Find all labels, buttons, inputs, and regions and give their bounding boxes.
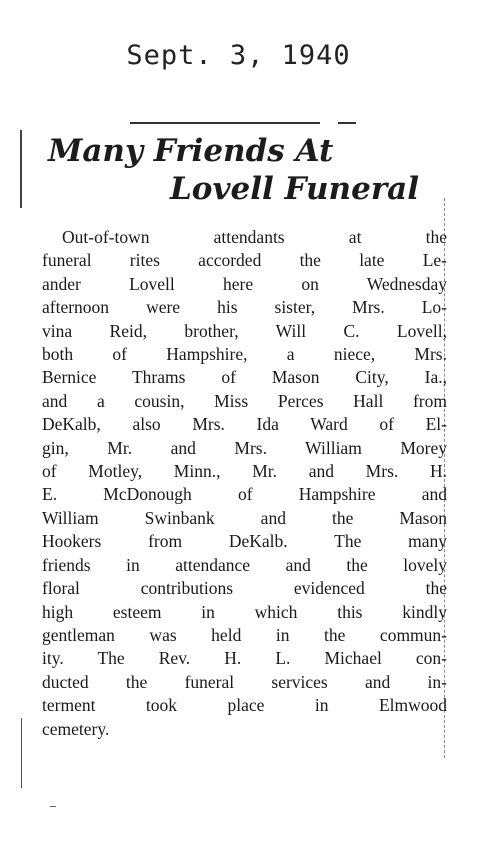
- bottom-mark: [50, 806, 56, 807]
- clipping-left-edge-lower: [21, 718, 22, 788]
- article-line: gentleman was held in the commun-: [42, 624, 447, 645]
- article-line: Bernice Thrams of Mason City, Ia.,: [42, 367, 447, 388]
- article-line: cemetery.: [42, 718, 110, 739]
- article-line: floral contributions evidenced the: [42, 578, 447, 599]
- article-line: William Swinbank and the Mason: [42, 507, 447, 528]
- article-line: vina Reid, brother, Will C. Lovell,: [42, 320, 447, 341]
- article-line: ducted the funeral services and in-: [42, 671, 447, 692]
- headline: [20, 132, 446, 208]
- article-line: gin, Mr. and Mrs. William Morey: [42, 437, 447, 458]
- article-line: terment took place in Elmwood: [42, 695, 447, 716]
- article-line: funeral rites accorded the late Le-: [42, 250, 447, 271]
- clipping-date: Sept. 3, 1940: [126, 40, 351, 71]
- article-line: Hookers from DeKalb. The many: [42, 531, 447, 552]
- article-line: DeKalb, also Mrs. Ida Ward of El-: [42, 414, 447, 435]
- article-line: ander Lovell here on Wednesday: [42, 273, 447, 294]
- top-rule: [130, 122, 320, 124]
- article-line: afternoon were his sister, Mrs. Lo-: [42, 297, 447, 318]
- article-line: high esteem in which this kindly: [42, 601, 447, 622]
- article-line: Out-of-town attendants at the: [62, 227, 447, 247]
- article-line: friends in attendance and the lovely: [42, 554, 447, 575]
- article-line: ity. The Rev. H. L. Michael con-: [42, 648, 447, 669]
- article-line: of Motley, Minn., Mr. and Mrs. H.: [42, 461, 447, 482]
- newspaper-clipping: [20, 118, 446, 818]
- headline-line-1: Many Friends At: [48, 133, 334, 169]
- article-line: both of Hampshire, a niece, Mrs.: [42, 344, 447, 365]
- article-line: E. McDonough of Hampshire and: [42, 484, 447, 505]
- article-line: and a cousin, Miss Perces Hall from: [42, 390, 447, 411]
- top-rule-dash: [338, 122, 356, 124]
- article-body: [42, 226, 447, 741]
- headline-line-2: Lovell Funeral: [170, 171, 420, 207]
